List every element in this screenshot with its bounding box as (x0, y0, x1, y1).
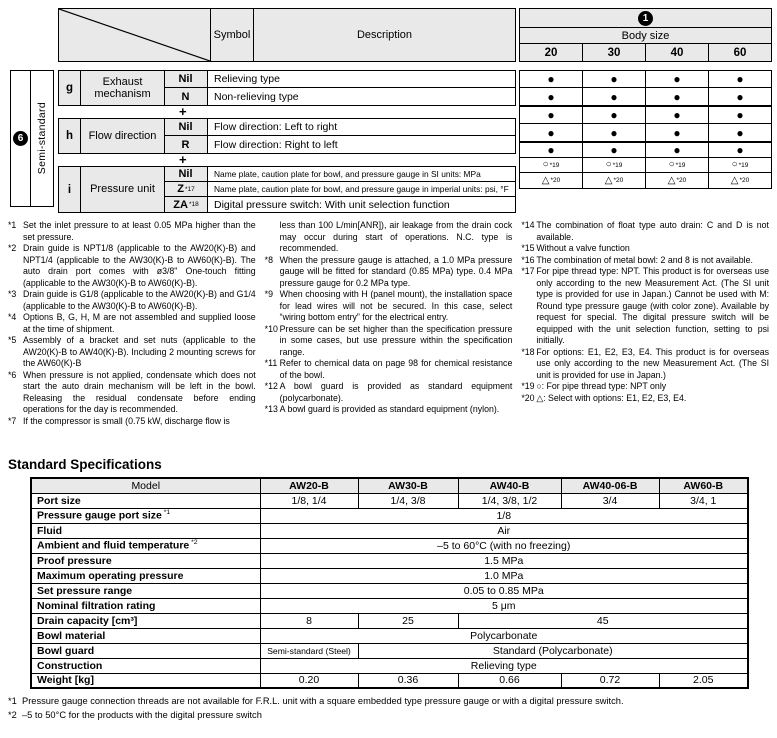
description-column-header: Description (356, 29, 413, 41)
model-name-cell: AW60-B (659, 478, 748, 493)
mark-note: *20 (739, 177, 750, 184)
availability-mark-cell (583, 143, 646, 157)
spec-value-cell: 2.05 (659, 673, 748, 688)
group-separator (58, 154, 516, 166)
model-name-cell: AW40-B (458, 478, 561, 493)
option-table (10, 8, 777, 213)
footnote-item (265, 324, 513, 359)
availability-row (520, 124, 771, 141)
triangle-icon: △ (604, 174, 613, 186)
availability-mark-cell (709, 71, 771, 87)
option-row (165, 119, 515, 136)
footnote-text: For pipe thread type: NPT. This product is for overseas use only according to the new Measurement Act. (The SI unit type is provided for use in Japan.) Cannot be used with M: Round type pressure gauge (with color zone). Available by request for special. The digital pressure switch will be equipped with the unit selection function, setting to psi initially. (536, 266, 770, 345)
footnote-item (8, 289, 256, 312)
spec-row (31, 493, 748, 508)
availability-mark-cell (520, 107, 583, 123)
spec-value-cell: 45 (458, 613, 748, 628)
body-size-30: 30 (583, 44, 646, 61)
spec-value-cell: 0.20 (260, 673, 358, 688)
footnote-item (8, 243, 256, 289)
footnote-number: *18 (521, 346, 535, 357)
footnote-text: Drain guide is G1/8 (applicable to the AW20(K)-B) and G1/4 (applicable to the AW30(K)-B to AW60(K)-B). (23, 289, 256, 311)
footnote-text: A bowl guard is provided as standard equipment (polycarbonate). (279, 381, 513, 403)
diagonal-header-cell (59, 9, 211, 61)
model-header-cell: Model (31, 478, 260, 493)
footnote-number: *4 (8, 312, 17, 322)
spec-row-label: Bowl material (31, 628, 260, 643)
filled-circle-icon: ● (547, 125, 555, 140)
body-size-40: 40 (646, 44, 709, 61)
availability-mark-cell (583, 71, 646, 87)
diagonal-line-icon (59, 9, 210, 61)
spec-footnotes (8, 695, 777, 722)
body-size-label: Body size (520, 28, 771, 44)
filled-circle-icon: ● (547, 72, 555, 86)
footnote-item (265, 220, 513, 255)
footnote-text: When choosing with H (panel mount), the installation space for lead wires will not be secured. In this case, select “wiring bottom entry” for the electrical entry. (279, 289, 513, 322)
option-group-flow-direction (58, 118, 516, 154)
filled-circle-icon: ● (610, 72, 618, 86)
option-group-pressure-unit (58, 166, 516, 213)
filled-circle-icon: ● (736, 143, 744, 157)
spec-row (31, 658, 748, 673)
spec-value-cell: 25 (358, 613, 458, 628)
triangle-icon: △ (730, 174, 739, 186)
spec-value-cell: 1/8, 1/4 (260, 493, 358, 508)
spec-row (31, 538, 748, 553)
footnotes-section (8, 220, 769, 427)
availability-row (520, 158, 771, 173)
spec-row (31, 568, 748, 583)
availability-row (520, 143, 771, 158)
option-row (165, 136, 515, 153)
spec-value-cell: 5 μm (260, 598, 748, 613)
footnote-text: When the pressure gauge is attached, a 1.0 MPa pressure gauge will be fitted for standard (0.85 MPa) type. 0.4 MPa pressure gauge for 0.2 MPa type. (279, 254, 513, 288)
filled-circle-icon: ● (547, 89, 555, 104)
model-name-cell: AW30-B (358, 478, 458, 493)
footnote-text: less than 100 L/min[ANR]), air leakage from the drain cock may occur during start of operations. N.C. type is recommended. (279, 220, 513, 253)
availability-mark-cell (646, 107, 709, 123)
filled-circle-icon: ● (610, 143, 618, 157)
footnote-text: △: Select with options: E1, E2, E3, E4. (536, 392, 687, 403)
body-size-column (519, 8, 772, 189)
spec-value-cell: 0.72 (561, 673, 659, 688)
footnote-text: Refer to chemical data on page 98 for chemical resistance of the bowl. (279, 358, 513, 380)
symbol-cell: R (165, 136, 208, 153)
footnote-number: *2 (8, 709, 17, 720)
spec-label-note: *1 (161, 509, 171, 517)
availability-mark-cell (709, 107, 771, 123)
triangle-icon: △ (541, 174, 550, 186)
body-size-values (520, 44, 771, 61)
plus-sign: + (179, 104, 187, 119)
spec-value-cell: Relieving type (260, 658, 748, 673)
spec-value-cell: 3/4, 1 (659, 493, 748, 508)
symbol-cell: Nil (165, 119, 208, 135)
availability-mark-cell (646, 143, 709, 157)
filled-circle-icon: ● (673, 108, 681, 122)
option-row (165, 182, 515, 197)
spec-row (31, 673, 748, 688)
availability-mark-cell (520, 71, 583, 87)
spec-header-row (31, 478, 748, 493)
spec-row-label: Weight [kg] (31, 673, 260, 688)
footnote-number: *8 (264, 254, 273, 265)
filled-circle-icon: ● (736, 89, 744, 104)
footnote-number: *14 (521, 220, 535, 230)
semi-standard-label: Semi-standard (36, 102, 48, 175)
footnote-item (265, 289, 513, 324)
footnote-item (8, 416, 256, 428)
body-size-20: 20 (520, 44, 583, 61)
symbol-column-header: Symbol (211, 9, 254, 61)
mark-note: *20 (613, 177, 624, 184)
footnote-text: When pressure is not applied, condensate which does not start the auto drain mechanism will be left in the bowl. Releasing the residual condensate before ending operations for the day is recommended. (23, 369, 256, 414)
footnote-text: Drain guide is NPT1/8 (applicable to the AW20(K)-B) and NPT1/4 (applicable to the AW30(K)-B to AW60(K)-B). The auto drain port comes with ø3/8" One-touch fitting (applicable to the AW30(K)-B to AW60(K)-B). (23, 243, 256, 288)
option-table-header (58, 8, 516, 62)
body-size-marks (519, 70, 772, 189)
spec-value-cell: 0.36 (358, 673, 458, 688)
description-cell: Name plate, caution plate for bowl, and pressure gauge in SI units: MPa (208, 167, 515, 181)
spec-value-cell: 1.5 MPa (260, 553, 748, 568)
option-row (165, 167, 515, 182)
availability-mark-cell (520, 88, 583, 105)
symbol-cell: ZA *18 (165, 197, 208, 212)
availability-mark-cell (646, 158, 709, 172)
spec-row-label: Construction (31, 658, 260, 673)
footnote-text: If the compressor is small (0.75 kW, discharge flow is (23, 415, 230, 426)
footnote-item (265, 358, 513, 381)
footnote-number (265, 220, 280, 255)
footnote-number: *12 (264, 381, 278, 391)
filled-circle-icon: ● (610, 108, 618, 122)
availability-mark-cell (709, 88, 771, 105)
filled-circle-icon: ● (736, 108, 744, 122)
spec-value-cell: 1/8 (260, 508, 748, 523)
spec-label-note: *2 (189, 539, 198, 547)
footnote-item (8, 335, 256, 370)
footnote-item (521, 393, 769, 405)
spec-row-label: Maximum operating pressure (31, 568, 260, 583)
spec-row (31, 553, 748, 568)
plus-sign: + (179, 152, 187, 167)
footnote-number: *13 (264, 404, 278, 414)
option-group-exhaust-mechanism (58, 70, 516, 106)
description-cell: Non-relieving type (208, 88, 515, 105)
footnote-item (521, 243, 769, 255)
footnote-number: *1 (8, 696, 17, 706)
filled-circle-icon: ● (610, 89, 618, 104)
filled-circle-icon: ● (547, 143, 555, 157)
standard-specifications-title: Standard Specifications (8, 457, 162, 472)
availability-mark-cell (583, 124, 646, 141)
availability-mark-cell (520, 143, 583, 157)
filled-circle-icon: ● (736, 72, 744, 86)
footnote-number: *19 (521, 381, 535, 391)
spec-row (31, 598, 748, 613)
availability-mark-cell (583, 88, 646, 105)
spec-row-label: Bowl guard (31, 643, 260, 658)
spec-value-cell: 1/4, 3/8 (358, 493, 458, 508)
option-main-column (58, 8, 516, 213)
filled-circle-icon: ● (673, 143, 681, 157)
group-label: Flow direction (81, 119, 165, 153)
footnote-text: Set the inlet pressure to at least 0.05 MPa higher than the set pressure. (23, 220, 256, 242)
group-label: Exhaust mechanism (81, 71, 165, 105)
availability-mark-cell (583, 173, 646, 188)
standard-specifications-table (30, 477, 749, 689)
group-letter: h (59, 119, 81, 153)
open-circle-icon: ○ (731, 159, 738, 170)
footnote-item (265, 255, 513, 290)
footnote-number: *10 (264, 323, 278, 334)
footnote-number: *11 (264, 358, 278, 368)
footnote-number: *3 (8, 289, 17, 299)
spec-row-label: Set pressure range (31, 583, 260, 598)
group-label: Pressure unit (81, 167, 165, 212)
body-size-marks-group-g (519, 70, 772, 106)
availability-mark-cell (520, 158, 583, 172)
spec-row-label: Port size (31, 493, 260, 508)
spec-footnote-item (8, 709, 777, 723)
mark-note: *19 (549, 161, 560, 169)
body-size-header (519, 8, 772, 62)
filled-circle-icon: ● (673, 72, 681, 86)
filled-circle-icon: ● (673, 125, 681, 140)
spec-row (31, 523, 748, 538)
symbol-cell: Nil (165, 71, 208, 87)
availability-mark-cell (709, 124, 771, 141)
group-letter: g (59, 71, 81, 105)
footnote-number: *1 (8, 220, 17, 230)
footnote-item (265, 381, 513, 404)
spec-row-label: Fluid (31, 523, 260, 538)
model-name-cell: AW20-B (260, 478, 358, 493)
symbol-cell: Nil (165, 167, 208, 181)
filled-circle-icon: ● (547, 108, 555, 122)
triangle-icon: △ (667, 174, 676, 186)
filled-circle-icon: ● (610, 125, 618, 140)
footnote-item (521, 266, 769, 347)
availability-row (520, 173, 771, 188)
footnote-number: *9 (264, 289, 273, 299)
spec-value-cell: 3/4 (561, 493, 659, 508)
footnote-number: *17 (521, 266, 535, 276)
availability-row (520, 71, 771, 88)
footnotes-column-3 (521, 220, 769, 427)
description-cell: Flow direction: Left to right (208, 119, 515, 135)
open-circle-icon: ○ (542, 159, 549, 170)
spec-row (31, 628, 748, 643)
mark-note: *20 (550, 177, 561, 184)
footnote-number: *6 (8, 369, 17, 380)
spec-row (31, 508, 748, 523)
spec-value-cell: Standard (Polycarbonate) (358, 643, 748, 658)
availability-mark-cell (646, 71, 709, 87)
footnote-text: Options B, G, H, M are not assembled and supplied loose at the time of shipment. (23, 312, 256, 334)
availability-row (520, 107, 771, 124)
spec-value-cell: 8 (260, 613, 358, 628)
model-name-cell: AW40-06-B (561, 478, 659, 493)
open-circle-icon: ○ (668, 159, 675, 170)
group-letter: i (59, 167, 81, 212)
circled-number-6-icon: 6 (11, 71, 31, 206)
availability-mark-cell (709, 158, 771, 172)
symbol-cell: Z *17 (165, 182, 208, 196)
availability-mark-cell (709, 143, 771, 157)
spec-value-cell: 1/4, 3/8, 1/2 (458, 493, 561, 508)
spec-value-cell: 0.66 (458, 673, 561, 688)
spec-row-label: Ambient and fluid temperature $^{*2}$ (31, 538, 260, 553)
footnote-text: The combination of float type auto drain: C and D is not available. (536, 220, 770, 242)
spec-row (31, 643, 748, 658)
footnote-number: *5 (8, 335, 17, 345)
spec-value-cell: Polycarbonate (260, 628, 748, 643)
availability-mark-cell (520, 173, 583, 188)
footnote-text: ○: For pipe thread type: NPT only (536, 381, 667, 391)
availability-mark-cell (583, 158, 646, 172)
spec-value-cell: –5 to 60°C (with no freezing) (260, 538, 748, 553)
footnote-text: Pressure gauge connection threads are not available for F.R.L. unit with a square embedded type pressure gauge or with a digital pressure switch. (22, 696, 624, 706)
footnote-item (8, 370, 256, 416)
footnote-number: *7 (8, 415, 17, 426)
semi-standard-sidebar (10, 70, 54, 207)
availability-mark-cell (646, 88, 709, 105)
description-cell: Relieving type (208, 71, 515, 87)
footnotes-column-1 (8, 220, 256, 427)
spec-value-cell: Semi-standard (Steel) (260, 643, 358, 658)
footnote-text: The combination of metal bowl: 2 and 8 is not available. (536, 254, 753, 265)
footnote-number: *2 (8, 243, 17, 253)
body-size-marks-group-i (519, 142, 772, 189)
circled-number-1-icon: 1 (520, 9, 771, 28)
footnote-item (8, 220, 256, 243)
availability-mark-cell (520, 124, 583, 141)
footnote-number: *20 (521, 392, 535, 403)
mark-note: *19 (612, 161, 623, 169)
spec-row-label: Nominal filtration rating (31, 598, 260, 613)
group-separator (58, 106, 516, 118)
footnote-text: –5 to 50°C for the products with the digital pressure switch (22, 709, 262, 720)
footnote-item (521, 381, 769, 393)
filled-circle-icon: ● (736, 125, 744, 140)
footnote-text: Without a valve function (536, 243, 630, 253)
spec-footnote-item (8, 695, 777, 709)
availability-row (520, 88, 771, 105)
option-row (165, 197, 515, 212)
spec-value-cell: Air (260, 523, 748, 538)
footnote-number: *16 (521, 254, 535, 265)
footnotes-column-2 (265, 220, 513, 427)
symbol-cell: N (165, 88, 208, 105)
footnote-text: For options: E1, E2, E3, E4. This product is for overseas use only according to the new Measurement Act. (The SI unit is provided for use in Japan.) (536, 346, 770, 380)
footnote-number: *15 (521, 243, 535, 253)
spec-row-label: Proof pressure (31, 553, 260, 568)
spec-row (31, 613, 748, 628)
filled-circle-icon: ● (673, 89, 681, 104)
availability-mark-cell (646, 173, 709, 188)
spec-row-label: Drain capacity [cm³] (31, 613, 260, 628)
footnote-text: Assembly of a bracket and set nuts (applicable to the AW20(K)-B to AW40(K)-B). Including 2 mounting screws for the AW60(K)-B (23, 335, 256, 368)
footnote-item (521, 347, 769, 382)
spec-row (31, 583, 748, 598)
footnote-item (265, 404, 513, 416)
availability-mark-cell (709, 173, 771, 188)
mark-note: *19 (738, 161, 749, 169)
open-circle-icon: ○ (605, 159, 612, 170)
description-cell: Digital pressure switch: With unit selection function (208, 197, 515, 212)
availability-mark-cell (646, 124, 709, 141)
availability-mark-cell (583, 107, 646, 123)
footnote-item (521, 220, 769, 243)
spec-value-cell: 0.05 to 0.85 MPa (260, 583, 748, 598)
footnote-item (8, 312, 256, 335)
footnote-text: Pressure can be set higher than the specification pressure in some cases, but use pressure within the specification range. (279, 323, 513, 357)
spec-value-cell: 1.0 MPa (260, 568, 748, 583)
footnote-item (521, 255, 769, 267)
spec-row-label: Pressure gauge port size $^{*1}$ (31, 508, 260, 523)
body-size-60: 60 (733, 46, 747, 59)
mark-note: *19 (675, 161, 686, 169)
option-row (165, 71, 515, 88)
description-cell: Flow direction: Right to left (208, 136, 515, 153)
option-row (165, 88, 515, 105)
mark-note: *20 (676, 177, 687, 184)
body-size-marks-group-h (519, 106, 772, 142)
semi-standard-label-cell (31, 71, 53, 206)
description-cell: Name plate, caution plate for bowl, and pressure gauge in imperial units: psi, °F (208, 182, 515, 196)
footnote-text: A bowl guard is provided as standard equipment (nylon). (279, 404, 500, 414)
